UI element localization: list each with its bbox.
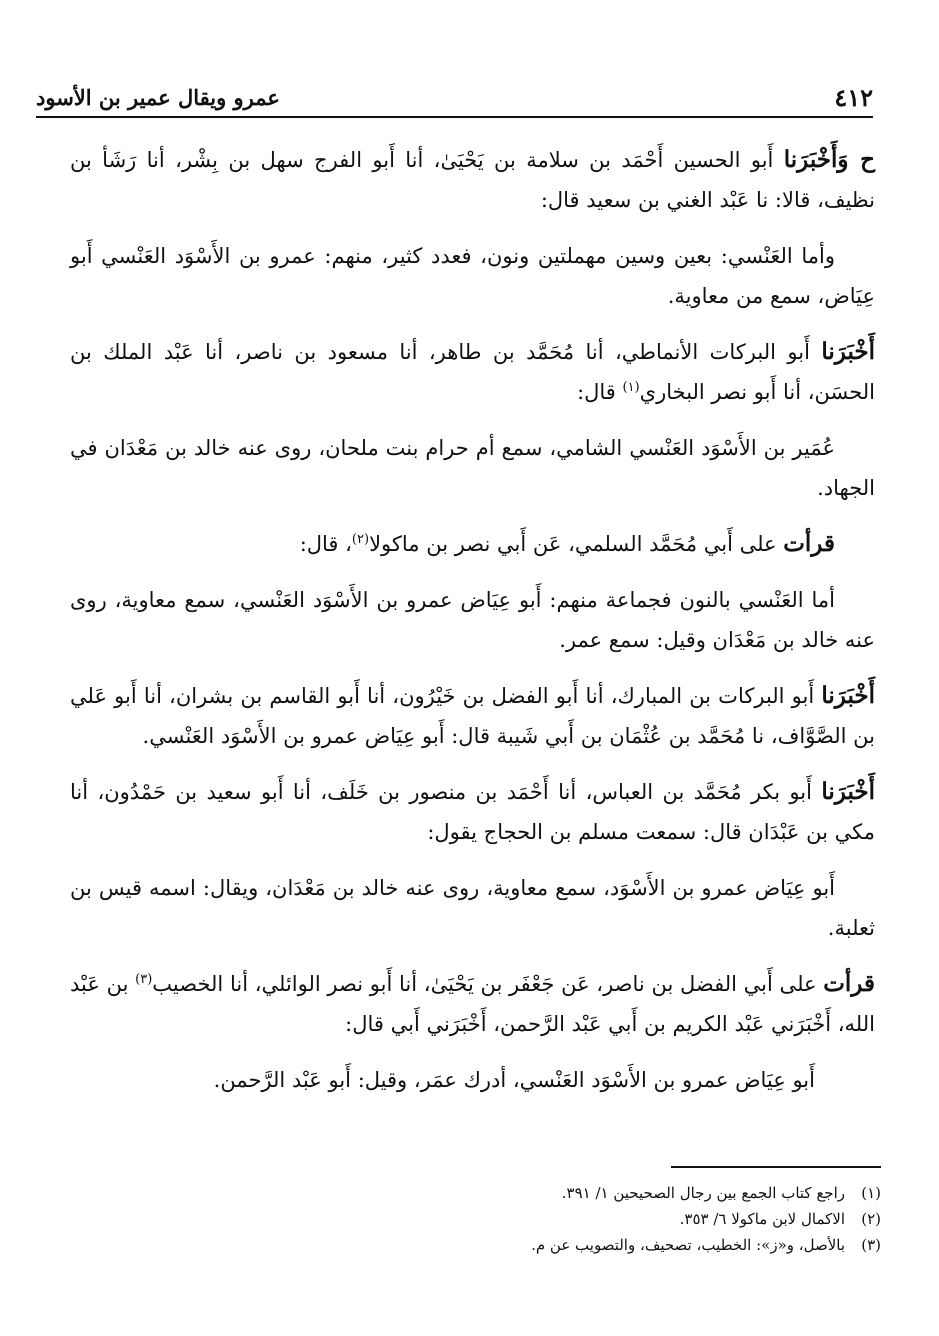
paragraph (70, 1060, 875, 1100)
paragraph-text: أَبو عِيَاض عمرو بن الأَسْوَد، سمع معاوية، روى عنه خالد بن مَعْدَان، ويقال: اسمه قيس بن ثعلبة. (70, 876, 875, 940)
keyword: ح وَأَخْبَرَنا (783, 146, 875, 173)
main-text (70, 140, 875, 1116)
footnote-separator (671, 1166, 881, 1168)
footnote-text: الاكمال لابن ماكولا ٦/ ٣٥٣. (679, 1210, 845, 1228)
keyword: قرأت (823, 970, 875, 997)
footnote-number: (٢) (861, 1210, 881, 1228)
paragraph (70, 428, 875, 508)
paragraph (70, 772, 875, 852)
paragraph (70, 676, 875, 756)
page-header (36, 72, 873, 118)
footnote (70, 1206, 881, 1232)
paragraph-text: أما العَنْسي بالنون فجماعة منهم: أَبو عِيَاض عمرو بن الأَسْوَد العَنْسي، سمع معاوية، روى عنه خالد بن مَعْدَان وقيل: سمع عمر. (70, 588, 875, 652)
paragraph (70, 868, 875, 948)
footnote-number: (٣) (861, 1236, 881, 1254)
footnote-text: بالأصل، و«ز»: الخطيب، تصحيف، والتصويب عن م. (531, 1236, 845, 1254)
paragraph-text: أَبو البركات بن المبارك، أنا أَبو الفضل بن خَيْرُون، أنا أَبو القاسم بن بشران، أنا أَبو عَلي بن الصَّوَّاف، نا مُحَمَّد بن عُثْمَان بن أَبي شَيبة قال: أَبو عِيَاض عمرو بن الأَسْوَد العَنْسي. (70, 684, 875, 748)
paragraph-text-tail: ، قال: (299, 532, 352, 556)
paragraph-text: على أَبي مُحَمَّد السلمي، عَن أَبي نصر بن ماكولا (369, 532, 784, 556)
paragraph (70, 524, 875, 564)
paragraph-text: عُمَير بن الأَسْوَد العَنْسي الشامي، سمع أم حرام بنت ملحان، روى عنه خالد بن مَعْدَان في الجهاد. (70, 436, 875, 500)
paragraph (70, 580, 875, 660)
footnote-text: راجع كتاب الجمع بين رجال الصحيحين ١/ ٣٩١. (561, 1184, 845, 1202)
footnote-ref[interactable]: (١) (622, 380, 640, 395)
paragraph-text-tail: بن عَبْد الله، أَخْبَرَني عَبْد الكريم بن أَبي عَبْد الرَّحمن، أَخْبَرَني أَبي قال: (70, 972, 875, 1036)
paragraph-text-tail: قال: (577, 380, 623, 404)
running-title: عمرو ويقال عمير بن الأسود (36, 85, 280, 110)
paragraph (70, 964, 875, 1044)
footnote (70, 1232, 881, 1258)
keyword: أَخْبَرَنا (821, 682, 876, 709)
footnote (70, 1180, 881, 1206)
footnotes (70, 1180, 881, 1258)
paragraph-text: أَبو الحسين أَحْمَد بن سلامة بن يَحْيَىٰ، أنا أَبو الفرج سهل بن بِشْر، أنا رَشَأ بن نظيف، قالا: نا عَبْد الغني بن سعيد قال: (70, 148, 875, 212)
paragraph-text: وأما العَنْسي: بعين وسين مهملتين ونون، فعدد كثير، منهم: عمرو بن الأَسْوَد العَنْسي أَبو عِيَاض، سمع من معاوية. (70, 244, 875, 308)
footnote-ref[interactable]: (٣) (135, 972, 153, 987)
paragraph-text: أَبو البركات الأنماطي، أنا مُحَمَّد بن طاهر، أنا مسعود بن ناصر، أنا عَبْد الملك بن الحسَن، أنا أَبو نصر البخاري (70, 340, 875, 404)
paragraph (70, 236, 875, 316)
paragraph-text: أَبو عِيَاض عمرو بن الأَسْوَد العَنْسي، أدرك عمَر، وقيل: أَبو عَبْد الرَّحمن. (213, 1068, 815, 1092)
keyword: أَخْبَرَنا (821, 778, 875, 805)
footnote-number: (١) (861, 1184, 881, 1202)
keyword: أَخْبَرَنا (821, 338, 875, 365)
footnote-ref[interactable]: (٢) (351, 532, 370, 547)
paragraph (70, 332, 875, 412)
page-number: ٤١٢ (834, 83, 873, 112)
paragraph-text: على أَبي الفضل بن ناصر، عَن جَعْفَر بن يَحْيَىٰ، أنا أَبو نصر الوائلي، أنا الخصيب (152, 972, 824, 996)
paragraph (70, 140, 875, 220)
paragraph-text: أَبو بكر مُحَمَّد بن العباس، أنا أَحْمَد بن منصور بن خَلَف، أنا أَبو سعيد بن حَمْدُون، أنا مكي بن عَبْدَان قال: سمعت مسلم بن الحجاج يقول: (70, 780, 875, 844)
keyword: قرأت (783, 530, 835, 557)
